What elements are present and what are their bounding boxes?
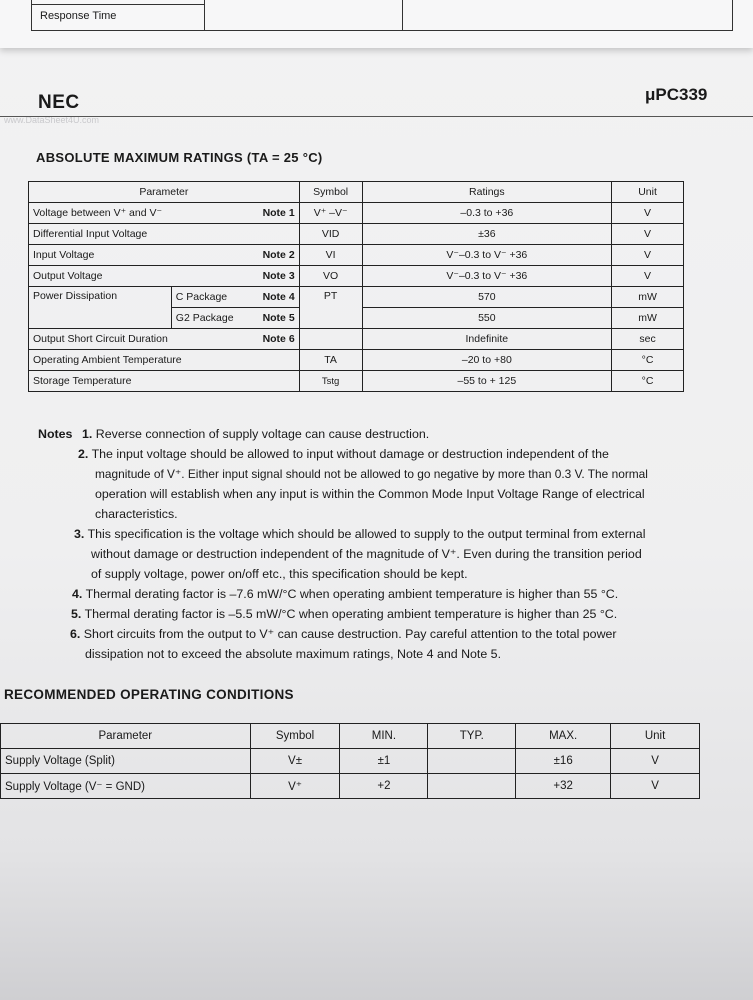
table-row: Operating Ambient Temperature TA –20 to +80 °C xyxy=(29,350,684,371)
part-number: μPC339 xyxy=(645,85,708,104)
previous-table-fragment xyxy=(31,0,733,31)
datasheet-page: Response Time NEC www.DataSheet4U.com μPC339 ABSOLUTE MAXIMUM RATINGS (TA = 25 °C) Parameter Symbol Ratings Unit Voltage between V⁺ and V⁻ Note 1 V⁺ –V⁻ –0.3 to +36 V Differential Input Voltage VID ±36 V Input Voltage Note 2 VI V⁻–0.3 to V⁻ +36 V Output Voltage Note 3 VO V⁻–0.3 to V⁻ +36 V Power Dissipation C Package Note 4 PT 570 mW G2 Package Note 5 550 mW Output Short Circuit Duration Note 6 Indefinite sec Operating Ambient Temperature TA –20 to +80 °C Storage Temperature Tstg –55 to + 125 °C Notes 1. Reverse connection of supply voltage can cause destruction. 2. The input voltage should be allowed to input without damage or destruction independent of the magnitude of V⁺. Either input signal should not be allowed to go negative by more than 0.3 V. The normal operation will establish when any input is within the Common Mode Input Voltage Range of electrical characteristics. 3. This specification is the voltage which should be allowed to supply to the output terminal from external without damage or destruction independent of the magnitude of V⁺. Even during the transition period of supply voltage, power on/off etc., this specification should be kept. 4. Thermal derating factor is –7.6 mW/°C when operating ambient temperature is higher than 55 °C. 5. Thermal derating factor is –5.5 mW/°C when operating ambient temperature is higher than 25 °C. 6. Short circuits from the output to V⁺ can cause destruction. Pay careful attention to the total power dissipation not to exceed the absolute maximum ratings, Note 4 and Note 5. RECOMMENDED OPERATING CONDITIONS Parameter Symbol MIN. TYP. MAX. Unit Supply Voltage (Split) V± ±1 ±16 V Supply Voltage (V⁻ = GND) V⁺ +2 +32 V xyxy=(0,0,753,1000)
table-row: Storage Temperature Tstg –55 to + 125 °C xyxy=(29,371,684,392)
header-unit: Unit xyxy=(612,182,684,203)
prev-response-time: Response Time xyxy=(40,10,117,22)
recommended-operating-conditions-table xyxy=(0,723,700,799)
nec-logo: NEC xyxy=(38,92,80,113)
header-parameter: Parameter xyxy=(29,182,300,203)
watermark: www.DataSheet4U.com xyxy=(4,115,100,125)
table-row: Differential Input Voltage VID ±36 V xyxy=(29,224,684,245)
previous-page-edge xyxy=(0,0,753,48)
amr-body xyxy=(28,181,684,392)
table-row: Input Voltage Note 2 VI V⁻–0.3 to V⁻ +36 V xyxy=(29,245,684,266)
header-ratings: Ratings xyxy=(362,182,611,203)
table-row: Output Voltage Note 3 VO V⁻–0.3 to V⁻ +36 V xyxy=(29,266,684,287)
header-symbol: Symbol xyxy=(299,182,362,203)
header-rule xyxy=(0,116,753,117)
table-row: Output Short Circuit Duration Note 6 Indefinite sec xyxy=(29,329,684,350)
table-row: Supply Voltage (Split) V± ±1 ±16 V xyxy=(1,749,700,774)
table-row: Power Dissipation C Package Note 4 PT 570 mW xyxy=(29,287,684,308)
table-row: G2 Package Note 5 550 mW xyxy=(29,308,684,329)
amr-title: ABSOLUTE MAXIMUM RATINGS (TA = 25 °C) xyxy=(36,150,323,165)
notes-label: Notes xyxy=(38,427,73,441)
table-header-row: Parameter Symbol MIN. TYP. MAX. Unit xyxy=(1,724,700,749)
table-header-row xyxy=(29,182,684,203)
table-row: Voltage between V⁺ and V⁻ Note 1 V⁺ –V⁻ –0.3 to +36 V xyxy=(29,203,684,224)
roc-title: RECOMMENDED OPERATING CONDITIONS xyxy=(4,687,294,702)
table-row: Supply Voltage (V⁻ = GND) V⁺ +2 +32 V xyxy=(1,774,700,799)
